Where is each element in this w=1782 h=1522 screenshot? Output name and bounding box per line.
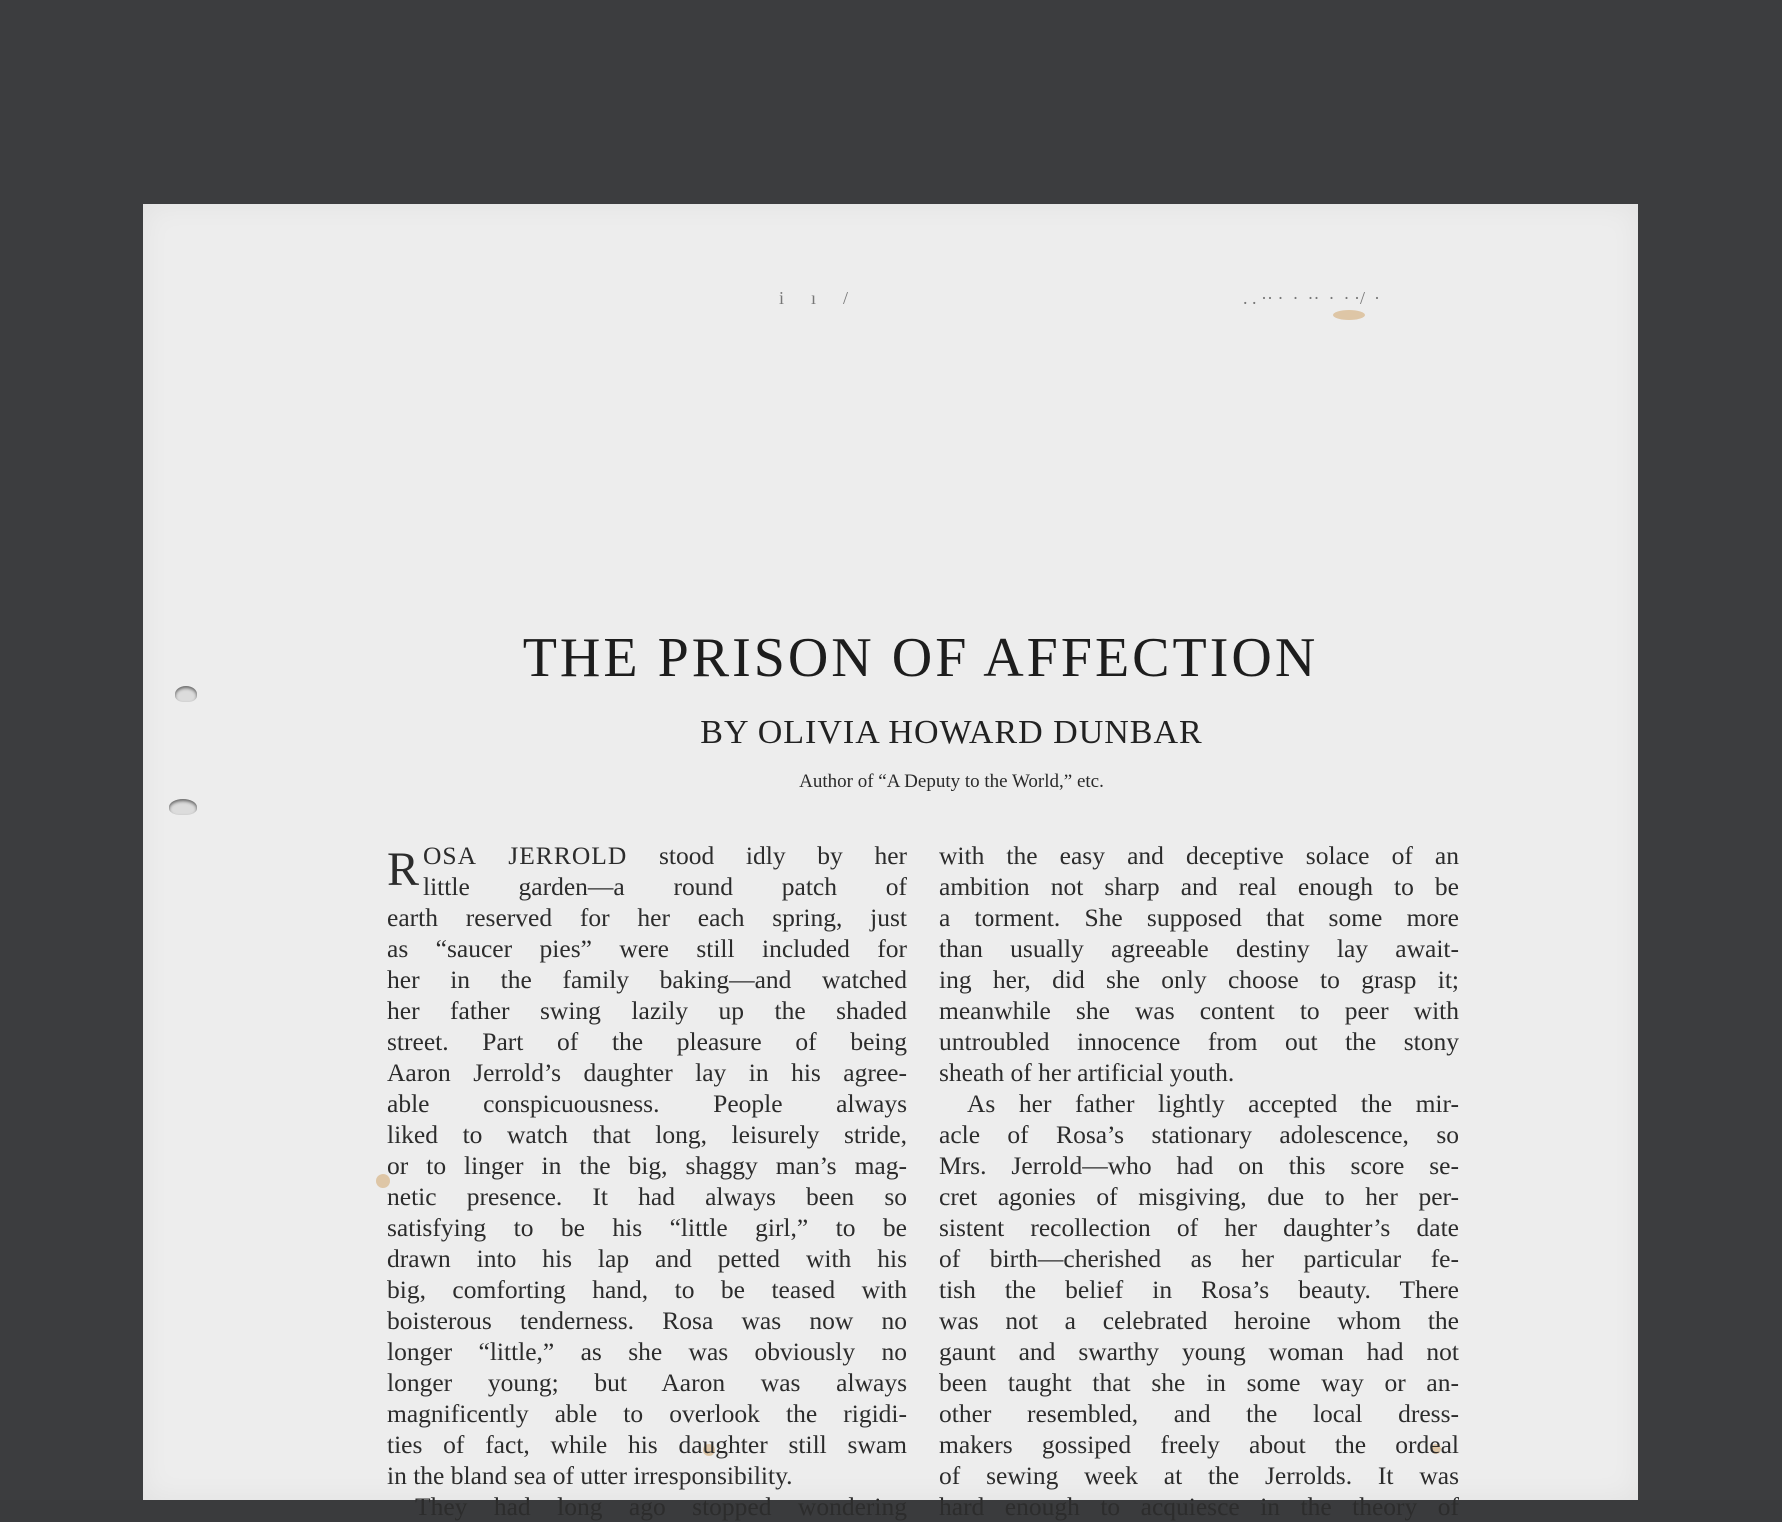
text-line: of birth—cherished as her particular fe- <box>939 1244 1459 1273</box>
text-line: tish the belief in Rosa’s beauty. There <box>939 1275 1459 1304</box>
page-mark: i ı / <box>779 288 849 308</box>
text-line: big, comforting hand, to be teased with <box>387 1275 907 1304</box>
text-line: other resembled, and the local dress- <box>939 1399 1459 1428</box>
text-line: acle of Rosa’s stationary adolescence, so <box>939 1120 1459 1149</box>
right-text-column <box>939 840 1459 1522</box>
text-line: longer young; but Aaron was always <box>387 1368 907 1397</box>
text-line: untroubled innocence from out the stony <box>939 1027 1459 1056</box>
text-line: cret agonies of misgiving, due to her per- <box>939 1182 1459 1211</box>
text-line: magnificently able to overlook the rigidi- <box>387 1399 907 1428</box>
text-line: with the easy and deceptive solace of an <box>939 841 1459 870</box>
page-mark: . . ·· · · ·· · · ·/ · <box>1243 288 1380 308</box>
text-line: sistent recollection of her daughter’s date <box>939 1213 1459 1242</box>
text-line: ing her, did she only choose to grasp it; <box>939 965 1459 994</box>
text-line: ambition not sharp and real enough to be <box>939 872 1459 901</box>
text-line: gaunt and swarthy young woman had not <box>939 1337 1459 1366</box>
text-line: meanwhile she was content to peer with <box>939 996 1459 1025</box>
text-line: was not a celebrated heroine whom the <box>939 1306 1459 1335</box>
text-line: liked to watch that long, leisurely stride, <box>387 1120 907 1149</box>
left-text-column <box>387 840 907 1522</box>
opening-caps: OSA JERROLD <box>423 841 628 870</box>
text-line: Mrs. Jerrold—who had on this score se- <box>939 1151 1459 1180</box>
text-line: netic presence. It had always been so <box>387 1182 907 1211</box>
article-title: THE PRISON OF AFFECTION <box>522 627 1319 689</box>
binding-hole <box>169 799 197 815</box>
text-line: Aaron Jerrold’s daughter lay in his agree- <box>387 1058 907 1087</box>
text-line: as “saucer pies” were still included for <box>387 934 907 963</box>
text-line: her father swing lazily up the shaded <box>387 996 907 1025</box>
text-line: of sewing week at the Jerrolds. It was <box>939 1461 1459 1490</box>
text-line: been taught that she in some way or an- <box>939 1368 1459 1397</box>
text-line: longer “little,” as she was obviously no <box>387 1337 907 1366</box>
text-line: makers gossiped freely about the ordeal <box>939 1430 1459 1459</box>
opening-line-rest: stood idly by her <box>658 841 908 870</box>
text-line: her in the family baking—and watched <box>387 965 907 994</box>
article-byline: BY OLIVIA HOWARD DUNBAR <box>700 714 1203 751</box>
text-line: earth reserved for her each spring, just <box>387 903 907 932</box>
author-note: Author of “A Deputy to the World,” etc. <box>799 771 1104 792</box>
text-line: in the bland sea of utter irresponsibility. <box>387 1461 793 1490</box>
text-line <box>387 840 907 871</box>
text-line: or to linger in the big, shaggy man’s mag- <box>387 1151 907 1180</box>
paper-sheet <box>143 204 1638 1521</box>
text-line: able conspicuousness. People always <box>387 1089 907 1118</box>
text-line: ties of fact, while his daughter still swam <box>387 1430 907 1459</box>
text-line: little garden—a round patch of <box>423 872 907 901</box>
text-line: drawn into his lap and petted with his <box>387 1244 907 1273</box>
text-line: sheath of her artificial youth. <box>939 1058 1235 1087</box>
text-line: than usually agreeable destiny lay await- <box>939 934 1459 963</box>
text-line-cut-off: They had long ago stopped wondering <box>415 1492 907 1521</box>
text-line: a torment. She supposed that some more <box>939 903 1459 932</box>
drop-cap: R <box>387 843 420 896</box>
text-line: satisfying to be his “little girl,” to be <box>387 1213 907 1242</box>
foxing-spot <box>1333 310 1365 320</box>
text-line: As her father lightly accepted the mir- <box>967 1089 1459 1118</box>
text-line: street. Part of the pleasure of being <box>387 1027 907 1056</box>
text-line-cut-off: hard enough to acquiesce in the theory of <box>939 1492 1459 1521</box>
text-line: boisterous tenderness. Rosa was now no <box>387 1306 907 1335</box>
